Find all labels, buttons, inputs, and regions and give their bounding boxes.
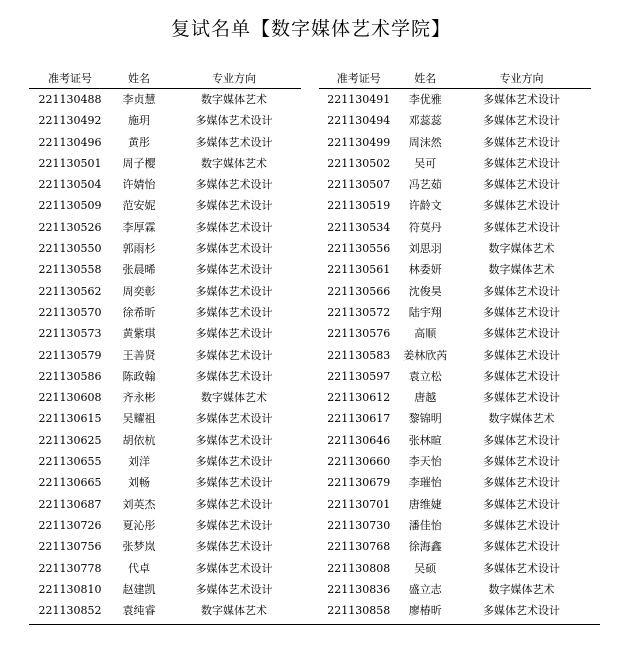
candidate-id: 221130852 [38,604,102,618]
candidate-id: 221130665 [38,476,102,490]
candidate-major: 数字媒体艺术 [201,156,267,170]
header-name: 姓名 [128,72,150,85]
candidate-major: 多媒体艺术设计 [195,582,273,596]
candidate-name: 张梦岚 [122,540,156,554]
table-row [29,536,301,557]
candidate-major: 多媒体艺术设计 [195,114,273,128]
candidate-name: 李优雅 [408,93,442,106]
table-row [319,259,591,280]
candidate-name: 周沫然 [408,135,442,149]
candidate-id: 221130562 [38,284,102,298]
candidate-name: 齐永彬 [122,391,156,405]
candidate-major: 多媒体艺术设计 [483,476,561,490]
candidate-major: 多媒体艺术设计 [483,518,561,532]
table-row [29,579,301,600]
table-row [319,600,591,621]
candidate-id: 221130615 [38,412,102,426]
candidate-id: 221130778 [38,561,102,575]
table-row [29,302,301,323]
candidate-name: 许婧怡 [122,178,156,192]
candidate-name: 吴硕 [414,561,437,575]
candidate-name: 夏沁彤 [122,518,156,532]
candidate-id: 221130501 [38,156,102,170]
candidate-name: 袁纯睿 [122,604,156,618]
candidate-major: 多媒体艺术设计 [483,391,561,405]
candidate-name: 徐希昕 [122,305,156,319]
left-table [29,70,301,621]
table-row [319,238,591,259]
candidate-name: 许龄文 [408,199,442,213]
candidate-id: 221130534 [327,220,391,234]
table-row [319,558,591,579]
candidate-name: 潘佳怡 [408,518,442,532]
candidate-name: 高顺 [414,327,437,341]
table-row [29,89,301,110]
table-row [319,515,591,536]
candidate-major: 数字媒体艺术 [201,391,267,405]
candidate-major: 多媒体艺术设计 [195,412,273,426]
right-table [319,70,591,621]
candidate-id: 221130768 [327,540,391,554]
candidate-major: 多媒体艺术设计 [483,348,561,362]
table-row [29,195,301,216]
candidate-major: 多媒体艺术设计 [195,327,273,341]
candidate-id: 221130491 [327,93,391,106]
table-row [29,259,301,280]
candidate-id: 221130756 [38,540,102,554]
table-header [29,70,301,89]
candidate-name: 张林暄 [408,433,442,447]
candidate-major: 多媒体艺术设计 [483,497,561,511]
table-row [319,89,591,110]
candidate-major: 数字媒体艺术 [488,412,555,426]
candidate-major: 多媒体艺术设计 [483,327,561,341]
candidate-id: 221130726 [38,518,102,532]
table-row [29,494,301,515]
table-row [319,430,591,451]
candidate-major: 多媒体艺术设计 [195,497,273,511]
candidate-name: 李贞慧 [122,93,156,106]
candidate-id: 221130576 [327,327,391,341]
table-row [319,281,591,302]
candidate-id: 221130494 [327,114,391,128]
candidate-name: 刘英杰 [122,497,156,511]
table-row [29,110,301,131]
candidate-major: 多媒体艺术设计 [483,220,561,234]
candidate-name: 代卓 [128,561,150,575]
candidate-major: 多媒体艺术设计 [195,455,273,469]
left-rows [29,89,301,621]
table-row [29,451,301,472]
candidate-name: 刘洋 [128,455,150,469]
candidate-major: 多媒体艺术设计 [195,135,273,149]
candidate-major: 数字媒体艺术 [201,604,267,618]
candidate-name: 陈政翰 [122,369,156,383]
table-row [319,387,591,408]
candidate-id: 221130810 [38,582,102,596]
candidate-name: 徐海鑫 [408,540,442,554]
candidate-major: 多媒体艺术设计 [195,348,273,362]
table-row [319,536,591,557]
candidate-id: 221130504 [38,178,102,192]
table-row [29,472,301,493]
bottom-rule [29,624,600,625]
candidate-id: 221130836 [327,582,391,596]
table-row [319,110,591,131]
candidate-id: 221130687 [38,497,102,511]
table-row [29,281,301,302]
table-row [29,174,301,195]
candidate-id: 221130579 [38,348,102,362]
candidate-name: 沈俊昊 [408,284,442,298]
candidate-name: 冯艺茹 [408,178,442,192]
right-rows [319,89,591,621]
table-row [319,408,591,429]
candidate-major: 数字媒体艺术 [488,582,555,596]
candidate-name: 刘畅 [128,476,150,490]
candidate-name: 黎锦明 [408,412,442,426]
candidate-name: 黄彤 [128,135,150,149]
candidate-id: 221130566 [327,284,391,298]
candidate-major: 多媒体艺术设计 [483,93,561,106]
candidate-id: 221130612 [327,391,391,405]
candidate-name: 郭雨杉 [122,242,156,256]
table-row [29,345,301,366]
header-id: 准考证号 [336,72,381,85]
candidate-name: 吴可 [414,156,437,170]
candidate-name: 周奕彰 [122,284,156,298]
table-row [29,558,301,579]
candidate-id: 221130597 [327,369,391,383]
candidate-name: 姜林欣芮 [403,348,448,362]
header-major: 专业方向 [499,72,544,85]
candidate-major: 多媒体艺术设计 [195,242,273,256]
table-row [29,217,301,238]
candidate-id: 221130858 [327,604,391,618]
candidate-major: 多媒体艺术设计 [195,561,273,575]
candidate-id: 221130655 [38,455,102,469]
table-row [29,408,301,429]
candidate-major: 多媒体艺术设计 [483,178,561,192]
candidate-major: 多媒体艺术设计 [195,369,273,383]
header-id: 准考证号 [48,72,92,85]
table-row [319,472,591,493]
candidate-name: 施玥 [128,114,150,128]
candidate-major: 多媒体艺术设计 [195,540,273,554]
table-row [319,153,591,174]
candidate-major: 多媒体艺术设计 [483,199,561,213]
table-row [319,451,591,472]
candidate-name: 周子樱 [122,156,156,170]
candidate-name: 刘思羽 [408,242,442,256]
table-row [319,174,591,195]
candidate-id: 221130808 [327,561,391,575]
candidate-name: 王善贤 [122,348,156,362]
table-row [319,323,591,344]
candidate-major: 多媒体艺术设计 [483,455,561,469]
candidate-id: 221130558 [38,263,102,277]
candidate-id: 221130502 [327,156,391,170]
table-row [319,217,591,238]
candidate-major: 多媒体艺术设计 [483,305,561,319]
table-row [29,323,301,344]
table-row [29,515,301,536]
candidate-name: 邓蕊蕊 [408,114,442,128]
table-row [29,238,301,259]
table-row [319,494,591,515]
candidate-major: 多媒体艺术设计 [195,199,273,213]
candidate-major: 多媒体艺术设计 [195,284,273,298]
candidate-name: 张晨晞 [122,263,156,277]
candidate-id: 221130492 [38,114,102,128]
candidate-name: 胡依杭 [122,433,156,447]
candidate-major: 多媒体艺术设计 [483,433,561,447]
candidate-major: 多媒体艺术设计 [195,263,273,277]
table-row [29,600,301,621]
candidate-id: 221130608 [38,391,102,405]
table-row [319,195,591,216]
candidate-id: 221130496 [38,135,102,149]
candidate-id: 221130679 [327,476,391,490]
candidate-major: 多媒体艺术设计 [195,476,273,490]
candidate-id: 221130550 [38,242,102,256]
candidate-name: 廖椿昕 [408,604,442,618]
candidate-id: 221130526 [38,220,102,234]
candidate-id: 221130625 [38,433,102,447]
candidate-id: 221130507 [327,178,391,192]
candidate-major: 多媒体艺术设计 [483,135,561,149]
table-row [319,366,591,387]
candidate-id: 221130660 [327,455,391,469]
candidate-name: 黄紫琪 [122,327,156,341]
candidate-id: 221130572 [327,305,391,319]
header-name: 姓名 [414,72,437,85]
table-row [29,153,301,174]
candidate-id: 221130730 [327,518,391,532]
candidate-major: 多媒体艺术设计 [195,305,273,319]
candidate-name: 范安妮 [122,199,156,213]
candidate-id: 221130586 [38,369,102,383]
candidate-name: 李天怡 [408,455,442,469]
candidate-major: 多媒体艺术设计 [195,433,273,447]
candidate-id: 221130556 [327,242,391,256]
candidate-id: 221130617 [327,412,391,426]
candidate-id: 221130509 [38,199,102,213]
table-row [319,345,591,366]
candidate-name: 李璀怡 [408,476,442,490]
table-row [319,302,591,323]
candidate-major: 数字媒体艺术 [488,242,555,256]
candidate-name: 李厚霖 [122,220,156,234]
candidate-name: 符莫丹 [408,220,442,234]
candidate-major: 多媒体艺术设计 [483,369,561,383]
candidate-major: 多媒体艺术设计 [483,156,561,170]
candidate-id: 221130488 [38,93,102,106]
table-row [29,366,301,387]
candidate-id: 221130570 [38,305,102,319]
candidate-id: 221130573 [38,327,102,341]
candidate-major: 数字媒体艺术 [201,93,267,106]
candidate-id: 221130561 [327,263,391,277]
candidate-name: 陆宇翔 [408,305,442,319]
table-row [319,132,591,153]
candidate-name: 吴耀祖 [122,412,156,426]
candidate-name: 唐维婕 [408,497,442,511]
candidate-major: 多媒体艺术设计 [483,114,561,128]
page-title: 复试名单【数字媒体艺术学院】 [170,18,451,40]
candidate-major: 多媒体艺术设计 [483,284,561,298]
candidate-id: 221130646 [327,433,391,447]
candidate-major: 多媒体艺术设计 [483,561,561,575]
candidate-major: 多媒体艺术设计 [195,220,273,234]
candidate-major: 多媒体艺术设计 [195,178,273,192]
table-row [29,430,301,451]
candidate-name: 唐越 [414,391,437,405]
candidate-major: 多媒体艺术设计 [483,540,561,554]
candidate-name: 林委妍 [408,263,442,277]
candidate-id: 221130499 [327,135,391,149]
candidate-name: 赵建凯 [122,582,156,596]
header-major: 专业方向 [212,72,256,85]
table-header [319,70,591,89]
table-row [319,579,591,600]
candidate-id: 221130701 [327,497,391,511]
candidate-name: 盛立志 [408,582,442,596]
candidate-major: 数字媒体艺术 [488,263,555,277]
candidate-major: 多媒体艺术设计 [483,604,561,618]
candidate-id: 221130583 [327,348,391,362]
candidate-major: 多媒体艺术设计 [195,518,273,532]
candidate-name: 袁立松 [408,369,442,383]
table-row [29,387,301,408]
candidate-id: 221130519 [327,199,391,213]
table-row [29,132,301,153]
